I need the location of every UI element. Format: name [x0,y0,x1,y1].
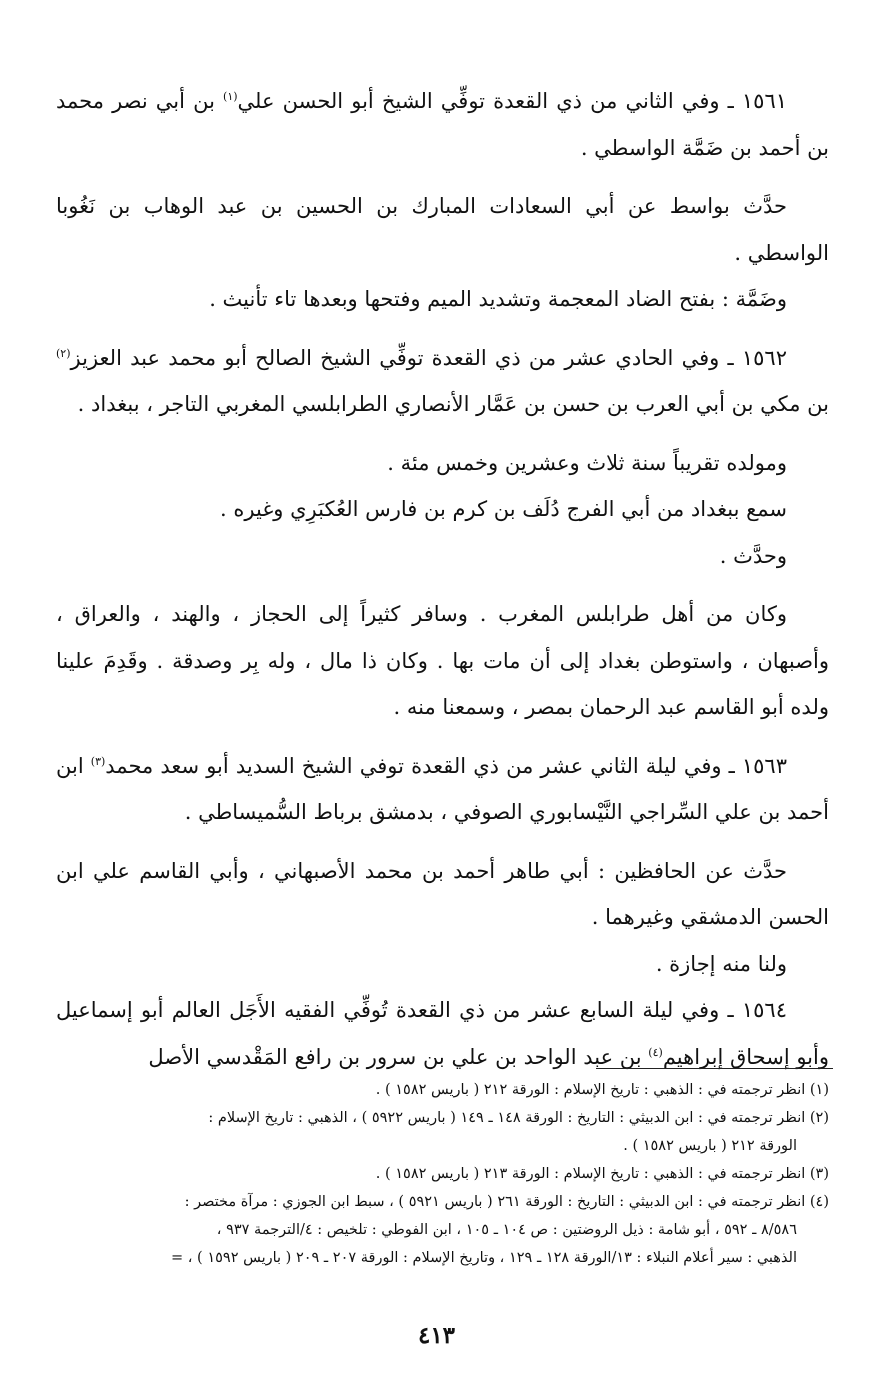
footnote-divider [596,1068,833,1069]
entry-1564 [56,987,829,1080]
entry-1563 [56,743,829,836]
entry-1561-tail: بن أبي نصر محمد بن أحمد بن ضَمَّة الواسطي . [56,89,829,160]
footnote-ref-3: (٣) [90,754,106,768]
entry-1563-tail: ابن أحمد بن علي السِّراجي النَّيْسابوري الصوفي ، بدمشق برباط السُّميساطي . [56,753,829,824]
page-number: ٤١٣ [417,1322,456,1349]
footnotes [40,1076,829,1272]
main-text [56,78,829,1080]
paragraph: وكان من أهل طرابلس المغرب . وسافر كثيراً إلى الحجاز ، والهند ، والعراق ، وأصبهان ، واستوطن بغداد إلى أن مات بها . وكان ذا مال ، وله بِر وصدقة . وقَدِمَ علينا ولده أبو القاسم عبد الرحمان بمصر ، وسمعنا منه . [56,602,829,719]
footnote-4: (٤) انظر ترجمته في : ابن الدبيثي : التاريخ : الورقة ٢٦١ ( باريس ٥٩٢١ ) ، سبط ابن الجوزي : مرآة مختصر : [184,1194,829,1210]
entry-1563-head: ١٥٦٣ ـ وفي ليلة الثاني عشر من ذي القعدة توفي الشيخ السديد أبو سعد محمد [105,753,787,778]
entry-1561 [56,78,829,171]
footnote-4-continuation: الذهبي : سير أعلام النبلاء : ١٣/الورقة ١٢٨ ـ ١٢٩ ، وتاريخ الإسلام : الورقة ٢٠٧ ـ ٢٠٩ ( باريس ١٥٩٢ ) ، = [171,1250,797,1266]
paragraph: سمع ببغداد من أبي الفرج دُلَف بن كرم بن فارس العُكبَرِي وغيره . [220,497,787,521]
entry-1562-head: ١٥٦٢ ـ وفي الحادي عشر من ذي القعدة توفِّي الشيخ الصالح أبو محمد عبد العزيز [70,345,787,370]
paragraph: وحدَّث . [719,543,787,568]
paragraph: ولنا منه إجازة . [655,951,787,976]
footnote-4-continuation: ٨/٥٨٦ ـ ٥٩٢ ، أبو شامة : ذيل الروضتين : ص ١٠٤ ـ ١٠٥ ، ابن الفوطي : تلخيص : ٤/الترجمة ٩٣٧ ، [216,1222,797,1238]
footnote-1: (١) انظر ترجمته في : الذهبي : تاريخ الإسلام : الورقة ٢١٢ ( باريس ١٥٨٢ ) . [375,1082,829,1098]
footnote-3: (٣) انظر ترجمته في : الذهبي : تاريخ الإسلام : الورقة ٢١٣ ( باريس ١٥٨٢ ) . [375,1166,829,1182]
paragraph: حدَّث عن الحافظين : أبي طاهر أحمد بن محمد الأصبهاني ، وأبي القاسم علي ابن الحسن الدمشقي وغيرهما . [56,858,829,929]
footnote-ref-1: (١) [223,90,238,103]
entry-1561-head: ١٥٦١ ـ وفي الثاني من ذي القعدة توفِّي الشيخ أبو الحسن علي [237,89,788,113]
entry-1562 [56,335,829,428]
entry-1564-head: ١٥٦٤ ـ وفي ليلة السابع عشر من ذي القعدة تُوفِّي الفقيه الأَجَل العالم أبو إسماعيل وأبو إسحاق إبراهيم [56,998,829,1069]
footnote-ref-2: (٢) [56,346,71,360]
paragraph: حدَّث بواسط عن أبي السعادات المبارك بن الحسين بن عبد الوهاب بن نَغُوبا الواسطي . [56,194,829,265]
entry-1562-tail: بن مكي بن أبي العرب بن حسن بن عَمَّار الأنصاري الطرابلسي المغربي التاجر ، ببغداد . [77,392,829,416]
paragraph: وضَمَّة : بفتح الضاد المعجمة وتشديد الميم وفتحها وبعدها تاء تأنيث . [209,287,787,311]
footnote-2: (٢) انظر ترجمته في : ابن الدبيثي : التاريخ : الورقة ١٤٨ ـ ١٤٩ ( باريس ٥٩٢٢ ) ، الذهبي : تاريخ الإسلام : [208,1110,829,1126]
footnote-ref-4: (٤) [648,1045,663,1059]
paragraph: ومولده تقريباً سنة ثلاث وعشرين وخمس مئة . [387,450,787,475]
footnote-2-continuation: الورقة ٢١٢ ( باريس ١٥٨٢ ) . [623,1138,797,1154]
entry-1564-tail: بن عبد الواحد بن علي بن سرور بن رافع المَقْدسي الأصل [148,1044,649,1069]
